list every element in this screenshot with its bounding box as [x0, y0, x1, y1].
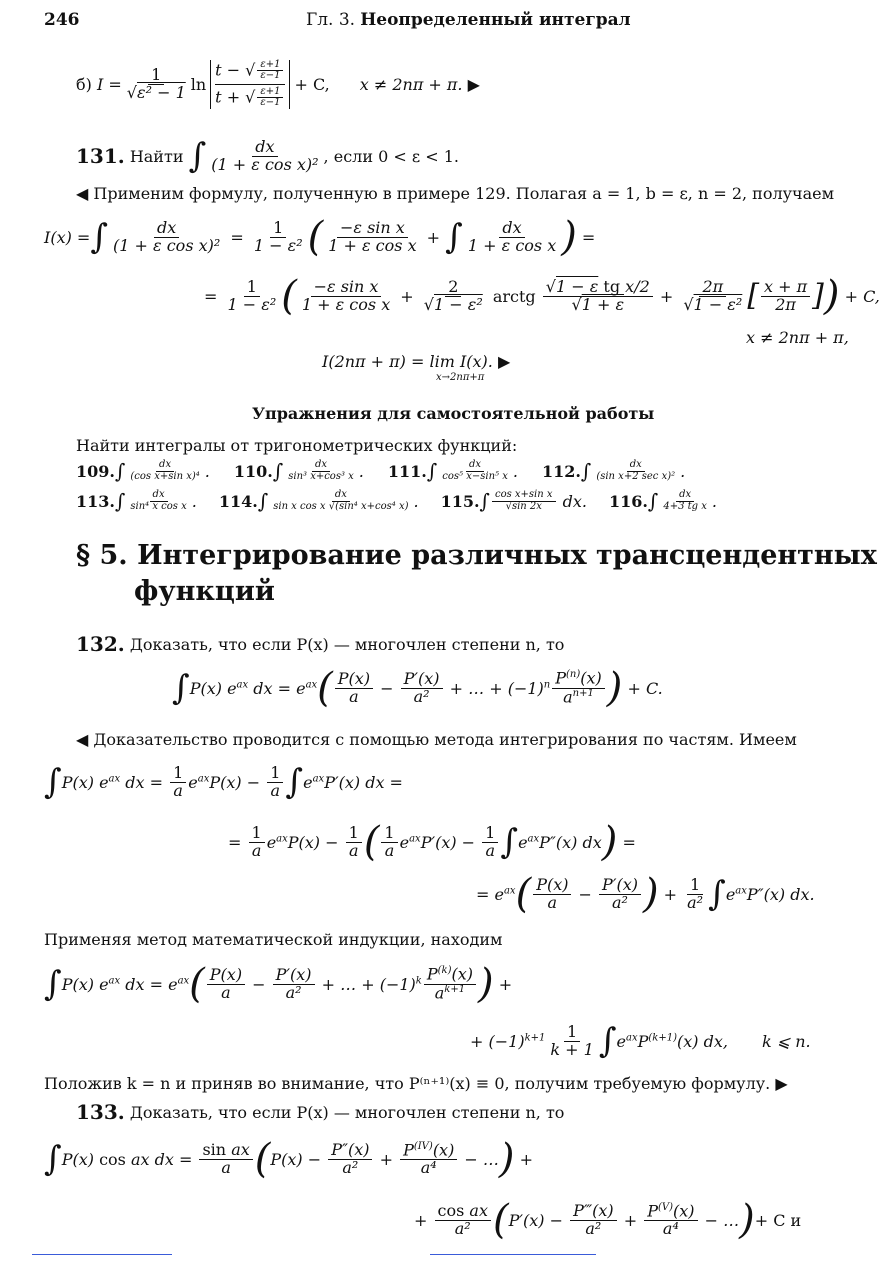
- problem-132-conclusion: Положив k = n и приняв во внимание, что P⁽ⁿ⁺¹⁾(x) ≡ 0, получим требуемую формулу. ▶: [44, 1074, 788, 1093]
- problem-133-number: 133.: [76, 1100, 125, 1124]
- formula-132-induction1: ∫ P(x) $e^{ax}$ dx = $e^{ax}$ ( $\frac{P(x)}{a}$ − $\frac{P'(x)}{\text{a²}}$ + … + $(-1)^k$ $\frac{P^{(k)}(x)}{a^{k+1}}$ ) +: [44, 961, 513, 1007]
- formula-131-line2: = $\frac{1}{\text{1 − ε²}}$ ( $\frac{\text{−ε sin x}}{\text{1 + ε cos x}}$ + $\frac{2}{\text{√1 − ε²}}$ arctg $\frac{\text{√1 − ε tg x/2}}{√1 + \varepsilon}$ + $\frac{2\pi}{\text{√1 − ε²}}$ [ $\frac{x + \pi}{2\pi}$ ] ) + C,: [204, 273, 880, 319]
- section-number: § 5.: [76, 540, 128, 571]
- item-b-label: б): [76, 74, 92, 94]
- formula-132-step3: = $e^{ax}$ ( $\frac{P(x)}{a}$ − $\frac{P'(x)}{\text{a²}}$ ) + $\frac{1}{\text{a²}}$ ∫ $e^{ax}P''(x)$ dx.: [476, 871, 815, 917]
- footer-link-left[interactable]: [32, 1254, 172, 1255]
- formula-132-main: ∫ P(x) $e^{ax}$ dx = $e^{ax}$ ( $\frac{P(x)}{a}$ − $\frac{P'(x)}{\text{a²}}$ + … + $(-1)^n$ $\frac{P^{(n)}(x)}{a^{n+1}}$ ) + C.: [172, 665, 663, 711]
- problem-132-number: 132.: [76, 632, 125, 656]
- formula-131-note: x ≠ 2nπ + π,: [746, 328, 849, 347]
- exercise-110: 110.: [233, 461, 273, 481]
- chapter-label: Гл. 3.: [306, 10, 356, 30]
- problem-132: [76, 632, 564, 656]
- formula-132-step2: = $\frac{1}{a}$ $e^{ax}P(x)$ − $\frac{1}{a}$ ( $\frac{1}{a}$ $e^{ax}P'(x)$ − $\frac{1}{a}$ ∫ $e^{ax}P''(x)$ dx ) =: [228, 819, 636, 865]
- problem-132-proof-intro: ◀ Доказательство проводится с помощью метода интегрирования по частям. Имеем: [76, 730, 797, 749]
- formula-131-line1: I(x) = ∫ $\frac{dx}{\text{(1 + ε cos x)²}}$ = $\frac{1}{\text{1 − ε²}}$ ( $\frac{\text{−ε sin x}}{\text{1 + ε cos x}}$ + ∫ $\frac{dx}{\text{1 + ε cos x}}$ ) =: [44, 214, 596, 260]
- running-header: [306, 10, 631, 30]
- exercise-111: 111.: [387, 461, 427, 481]
- formula-b-lhs: I =: [96, 74, 122, 94]
- formula-133-line1: ∫ P(x) cos ax dx = $\frac{\text{sin ax}}{a}$ ( P(x) − $\frac{P''(x)}{\text{a²}}$ + $\frac{P^{(IV)}(x)}{\text{a⁴}}$ − … ) +: [44, 1136, 534, 1182]
- problem-131-intro: ◀ Применим формулу, полученную в примере 129. Полагая a = 1, b = ε, n = 2, получаем: [76, 184, 835, 203]
- problem-131-condition: , если 0 < ε < 1.: [323, 146, 459, 166]
- problem-132-induction: Применяя метод математической индукции, находим: [44, 930, 503, 949]
- formula-133-trailing: + C и: [754, 1210, 802, 1230]
- exercises-title: Упражнения для самостоятельной работы: [252, 404, 655, 423]
- exercise-113: 113.: [76, 491, 115, 511]
- formula-132-step1: ∫ P(x) $e^{ax}$ dx = $\frac{1}{a}$ $e^{ax}P(x)$ − $\frac{1}{a}$ ∫ $e^{ax}P'(x)$ dx =: [44, 762, 403, 802]
- exercise-114: 114.: [218, 491, 258, 511]
- problem-131-lead: Найти: [129, 146, 184, 166]
- chapter-title: Неопределенный интеграл: [360, 10, 631, 30]
- exercise-109: 109.: [76, 461, 115, 481]
- formula-131-limit-sub: x→2nπ+π: [436, 372, 485, 383]
- problem-131-number: 131.: [76, 144, 125, 168]
- formula-b: б) I = $\frac{1}{\text{√ε² − 1}}$ ln t − √ $\frac{\varepsilon+1}{\varepsilon-1}$ t + √ $\frac{\varepsilon+1}{\varepsilon-1}$ + C, x ≠ 2nπ + π. ▶: [76, 58, 480, 108]
- section-heading: [76, 540, 877, 571]
- section-title-line1: Интегрирование различных трансцендентных: [137, 540, 877, 571]
- formula-131-limit: I(2nπ + π) = lim I(x). ▶: [322, 352, 511, 371]
- problem-133-statement: Доказать, что если P(x) — многочлен степени n, то: [129, 1102, 565, 1122]
- formula-133-line2: + $\frac{\text{cos ax}}{\text{a²}}$ ( P′(x) − $\frac{P‴(x)}{\text{a²}}$ + $\frac{P^{(V)}(x)}{\text{a⁴}}$ − … ) + C и: [414, 1197, 802, 1243]
- exercises-row-1: 109. ∫ $\frac{dx}{\text{(cos x+sin x)⁴}}$ . 110. ∫ $\frac{dx}{\text{sin³ x+cos³ x}}$ . 111. ∫ $\frac{dx}{\text{cos⁵ x−sin⁵ x}}$ . 112. ∫ $\frac{dx}{\text{(sin x+2 sec x)²}}$ .: [76, 459, 686, 483]
- exercises-row-2: 113. ∫ $\frac{dx}{\text{sin⁴ x cos x}}$ . 114. ∫ $\frac{dx}{\text{sin x cos x √(sin⁴ x+cos⁴ x)}}$ . 115. ∫ $\frac{\text{cos x+sin x}}{√\sin 2x}$ dx. 116. ∫ $\frac{dx}{\text{4+3 tg x}}$ .: [76, 489, 717, 513]
- formula-b-condition: x ≠ 2nπ + π. ▶: [359, 74, 480, 94]
- footer-link-right[interactable]: [430, 1254, 596, 1255]
- exercise-116: 116.: [608, 491, 648, 511]
- exercises-intro: Найти интегралы от тригонометрических функций:: [76, 436, 518, 455]
- problem-133: [76, 1100, 564, 1124]
- problem-131: 131. Найти ∫ $\frac{dx}{\text{(1 + ε cos x)²}}$ , если 0 < ε < 1.: [76, 136, 459, 176]
- formula-b-rest: + C,: [294, 74, 330, 94]
- formula-132-cond-k: k ⩽ n.: [761, 1031, 811, 1051]
- exercise-115: 115.: [440, 491, 480, 511]
- problem-132-statement: Доказать, что если P(x) — многочлен степени n, то: [129, 634, 565, 654]
- formula-132-induction2: + $(-1)^{k+1}$ $\frac{1}{k + 1}$ ∫ $e^{ax}P^{(k+1)}(x)$ dx, k ⩽ n.: [470, 1021, 811, 1061]
- section-title-line2: функций: [134, 576, 275, 607]
- page-number: 246: [44, 10, 80, 30]
- exercise-112: 112.: [541, 461, 581, 481]
